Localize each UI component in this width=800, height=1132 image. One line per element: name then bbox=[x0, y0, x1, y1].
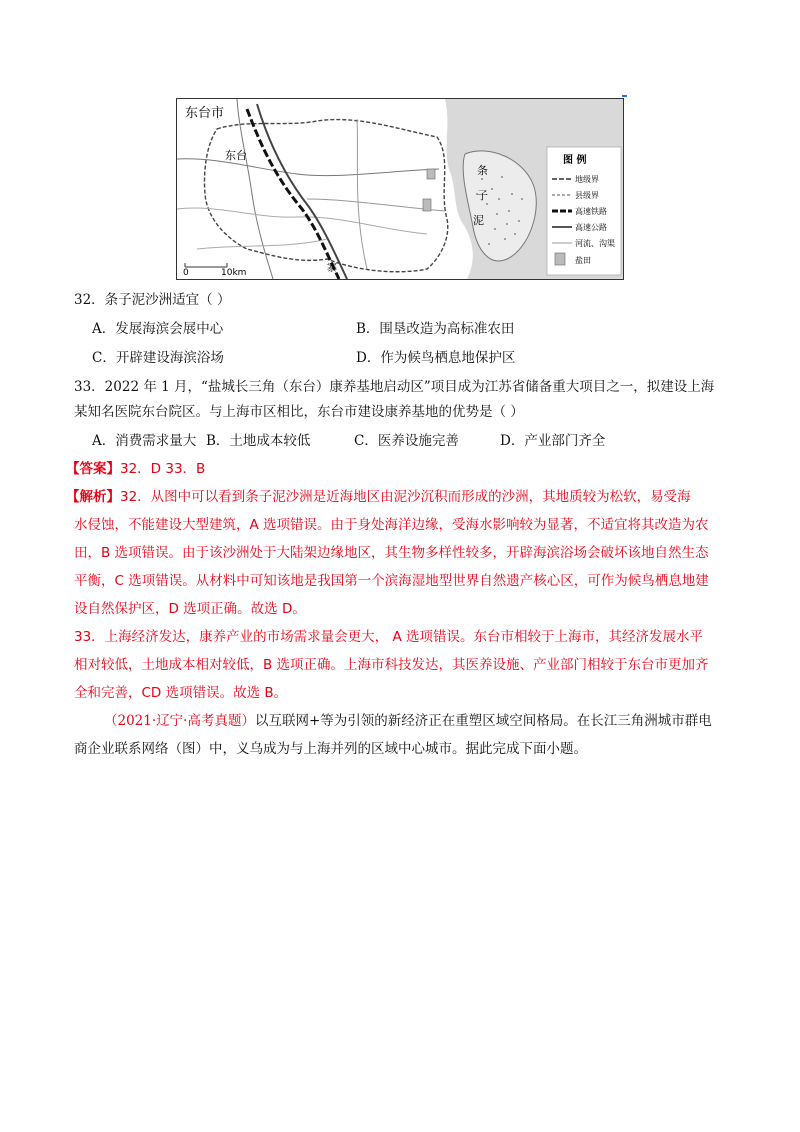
scale-label: 10km bbox=[221, 268, 247, 278]
legend-item: 盐田 bbox=[575, 256, 591, 265]
legend-item: 高速公路 bbox=[575, 223, 607, 232]
q32-option-d: D．作为候鸟栖息地保护区 bbox=[356, 350, 516, 366]
intro-source: （2021·辽宁·高考真题） bbox=[104, 713, 255, 729]
q33-option-b: B．土地成本较低 bbox=[206, 433, 311, 449]
analysis-33-line-2: 相对较低，土地成本相对较低，B 选项正确。上海市科技发达，其医养设施、产业部门相较于东台市更加齐 bbox=[74, 657, 709, 673]
high-speed-railway bbox=[247, 109, 339, 279]
answer-line bbox=[66, 459, 205, 479]
analysis-32-line-1: 32．从图中可以看到条子泥沙洲是近海地区由泥沙沉积而形成的沙洲，其地质较为松软，易受海 bbox=[120, 489, 691, 505]
legend-item: 高速铁路 bbox=[575, 207, 607, 216]
analysis-33-line-1: 33．上海经济发达，康养产业的市场需求量会更大， A 选项错误。东台市相较于上海市，其经济发展水平 bbox=[74, 629, 703, 645]
q33-stem-line1: 33．2022 年 1 月，“盐城长三角（东台）康养基地启动区”项目成为江苏省储备重大项目之一，拟建设上海 bbox=[74, 379, 715, 395]
blue-mark bbox=[622, 95, 627, 97]
q33-option-d: D．产业部门齐全 bbox=[500, 433, 606, 449]
intro-line-1-text: 以互联网+等为引领的新经济正在重塑区域空间格局。在长江三角洲城市群电 bbox=[254, 713, 712, 729]
map-city-label: 东台市 bbox=[185, 106, 225, 121]
analysis-32-line-2: 水侵蚀，不能建设大型建筑，A 选项错误。由于身处海洋边缘，受海水影响较为显著，不适宜将其改造为农 bbox=[74, 517, 709, 533]
map-misc-label: 寨 bbox=[327, 263, 337, 274]
legend-item: 县级界 bbox=[575, 191, 599, 200]
answer-tag: 【答案】 bbox=[66, 461, 120, 477]
scale-zero: 0 bbox=[183, 268, 189, 278]
q33-option-c: C．医养设施完善 bbox=[354, 433, 459, 449]
q33-option-a: A．消费需求量大 bbox=[92, 433, 197, 449]
analysis-line bbox=[66, 487, 691, 507]
q32-option-c: C．开辟建设海滨浴场 bbox=[92, 350, 224, 366]
analysis-32-line-3: 田，B 选项错误。由于该沙洲处于大陆架边缘地区，其生物多样性较多，开辟海滨浴场会破坏该地自然生态 bbox=[74, 545, 709, 561]
analysis-tag: 【解析】 bbox=[66, 489, 120, 505]
legend-title: 图 例 bbox=[563, 155, 587, 166]
answer-text: 32．D 33．B bbox=[120, 461, 206, 477]
analysis-32-line-5: 设自然保护区，D 选项正确。故选 D。 bbox=[74, 601, 306, 617]
intro-line-2: 商企业联系网络（图）中，义乌成为与上海并列的区域中心城市。据此完成下面小题。 bbox=[74, 741, 587, 757]
island-char-2: 子 bbox=[477, 189, 488, 202]
q32-option-b: B．围垦改造为高标准农田 bbox=[356, 321, 515, 337]
dongtai-map bbox=[176, 98, 624, 280]
expressway bbox=[257, 104, 347, 279]
q32-stem: 32．条子泥沙洲适宜（ ） bbox=[74, 292, 231, 308]
map-center-label: 东台 bbox=[225, 149, 247, 162]
q33-stem-line2: 某知名医院东台院区。与上海市区相比，东台市建设康养基地的优势是（ ） bbox=[74, 404, 524, 420]
analysis-32-line-4: 平衡，C 选项错误。从材料中可知该地是我国第一个滨海湿地型世界自然遗产核心区，可作为候鸟栖息地建 bbox=[74, 573, 709, 589]
q32-option-a: A．发展海滨会展中心 bbox=[92, 321, 224, 337]
legend-item: 河流、沟渠 bbox=[575, 239, 615, 248]
island-char-3: 泥 bbox=[473, 214, 484, 227]
island-char-1: 条 bbox=[477, 164, 488, 177]
legend-item: 地级界 bbox=[575, 175, 599, 184]
intro-line-1 bbox=[104, 711, 712, 731]
analysis-33-line-3: 全和完善，CD 选项错误。故选 B。 bbox=[74, 685, 288, 701]
